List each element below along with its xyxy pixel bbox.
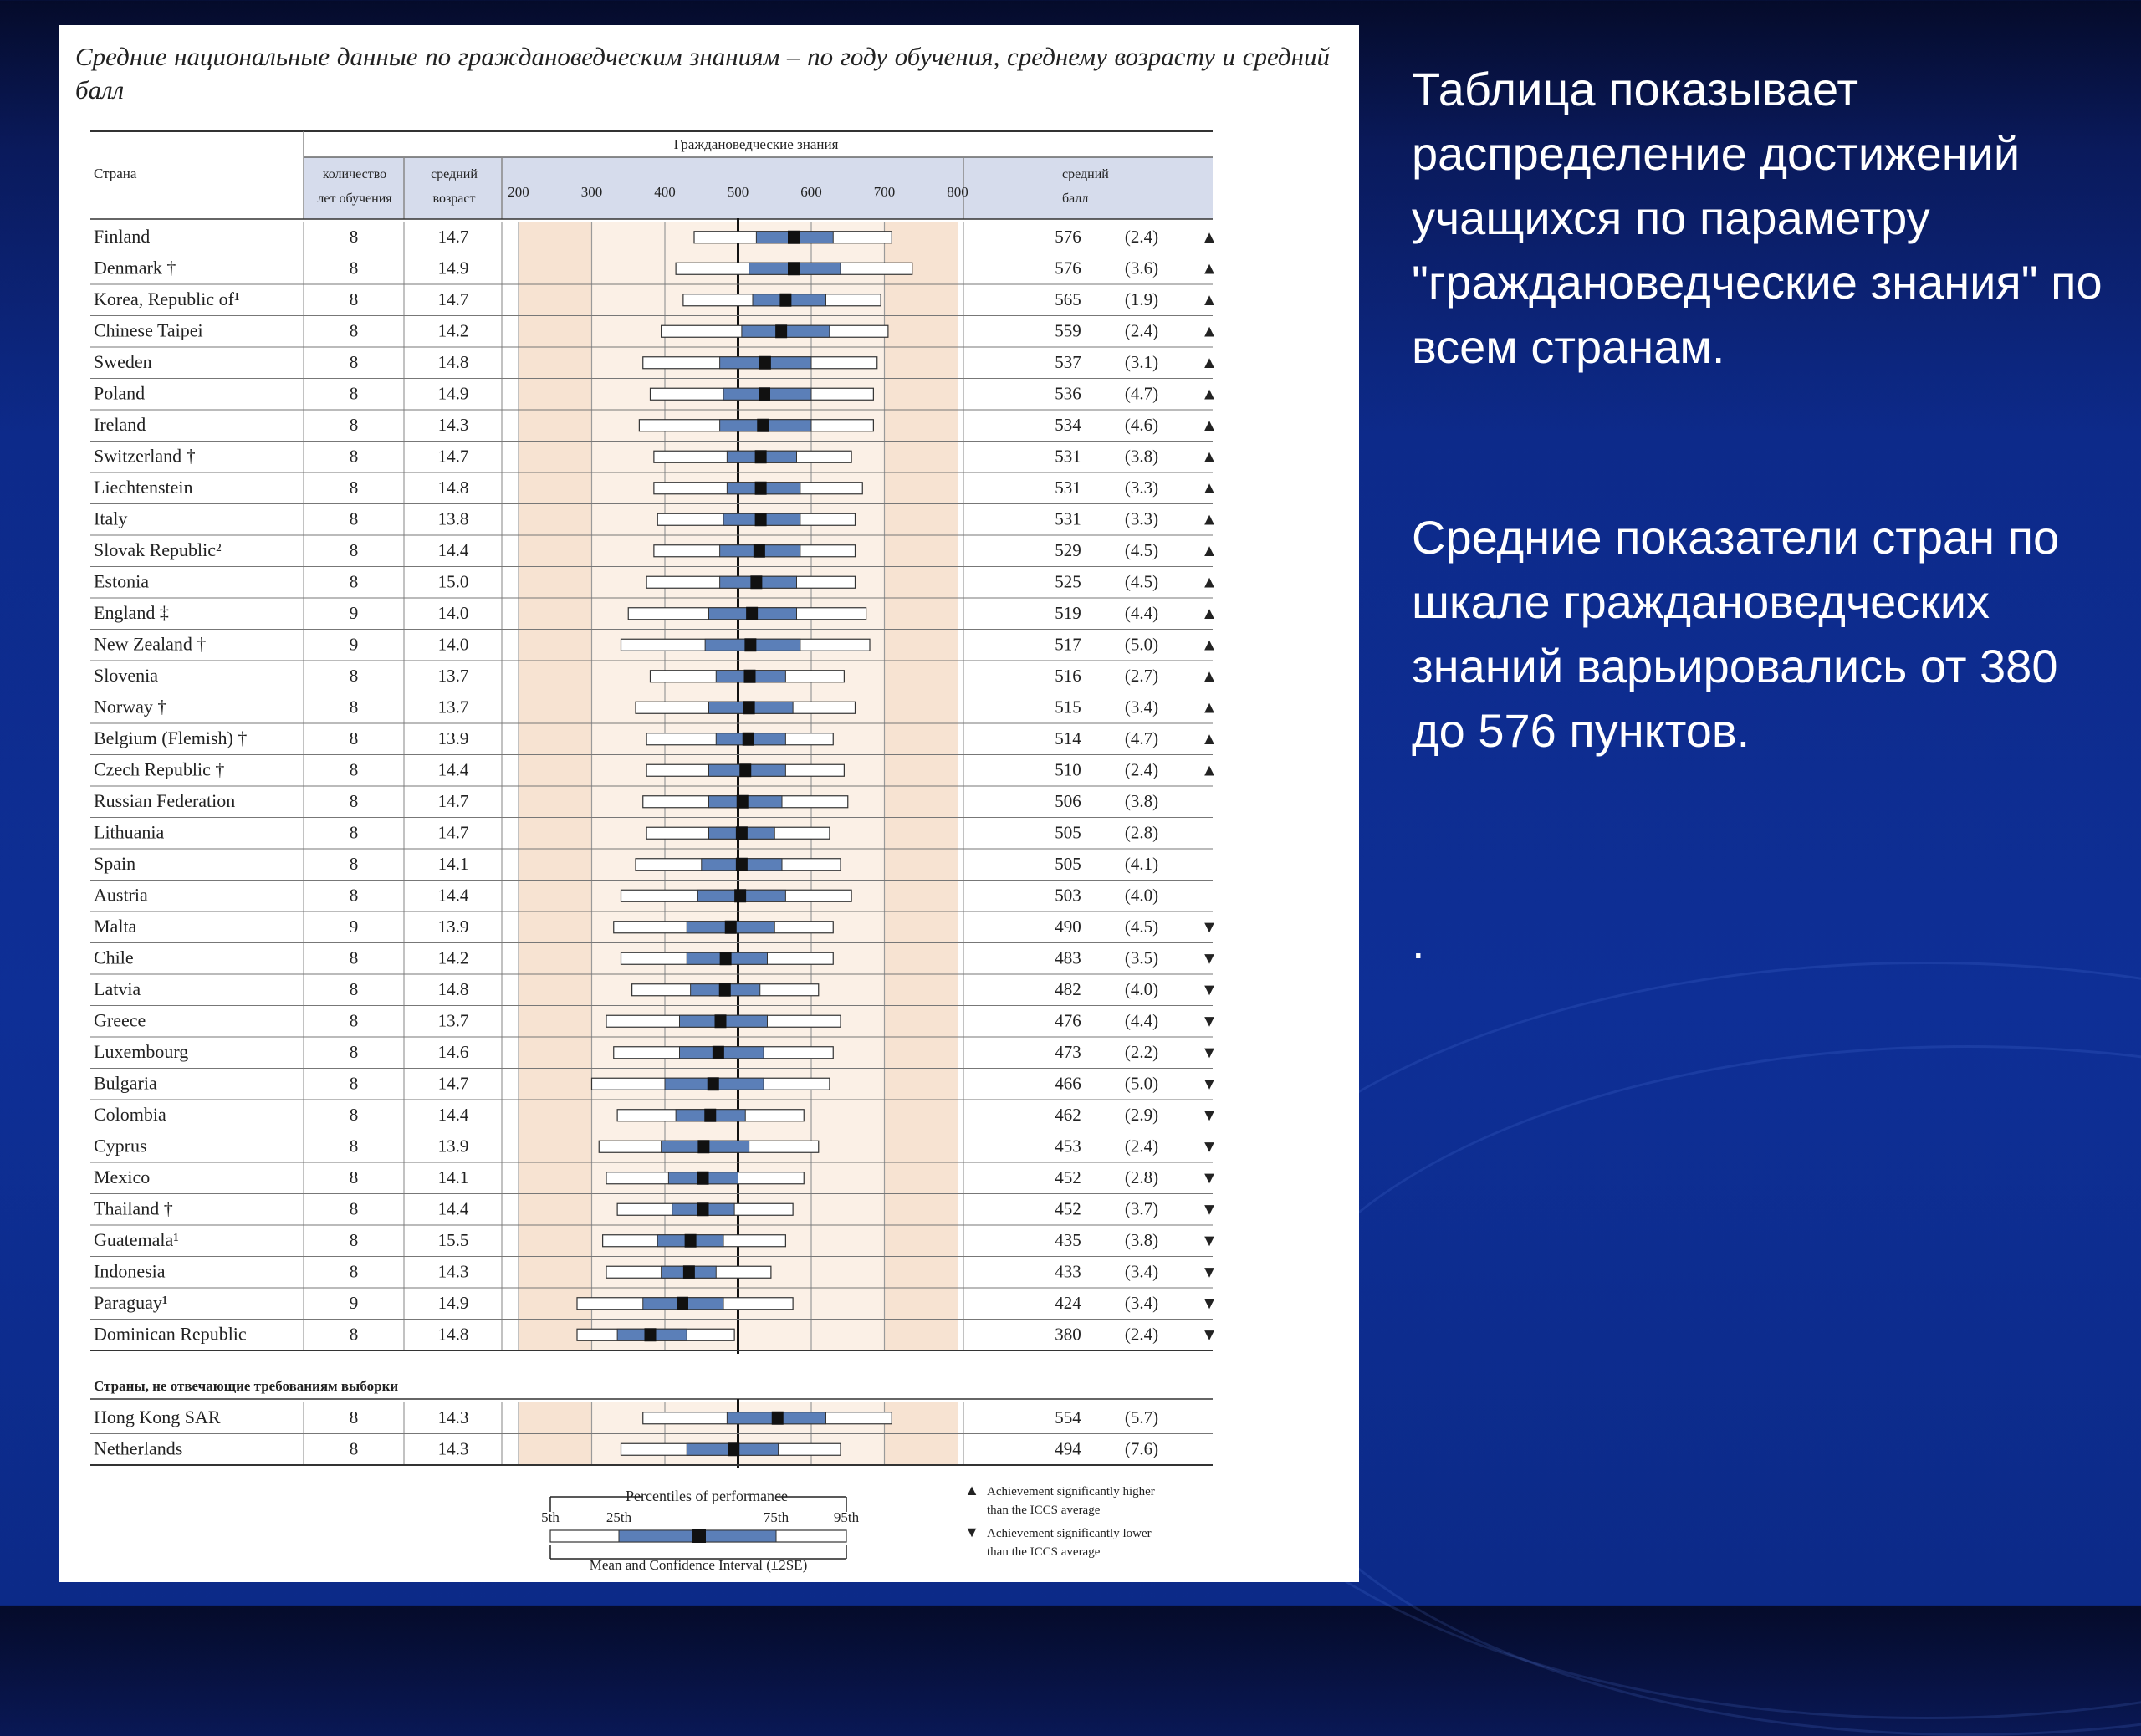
mean-score: 476 [1055,1010,1081,1031]
mean-score: 380 [1055,1324,1081,1345]
mean-score: 503 [1055,885,1081,906]
mean-confidence-marker [719,983,731,997]
country-name: Finland [94,226,151,247]
average-age: 14.8 [437,477,469,498]
country-name: Slovenia [94,665,158,686]
country-name: Malta [94,916,137,937]
mean-confidence-marker [757,419,769,432]
side-description: Таблица показывает распределение достижений учащихся по параметру "граждановедческие знания" по всем странам. [1412,63,2103,373]
mean-score: 452 [1055,1167,1081,1187]
mean-score: 536 [1055,383,1081,404]
country-name: Korea, Republic of¹ [94,288,240,309]
significantly-higher-icon: ▲ [1201,573,1218,592]
standard-error: (3.3) [1124,477,1159,498]
country-name: Estonia [94,570,149,592]
average-age: 14.4 [437,759,469,780]
country-name: Luxembourg [94,1041,189,1062]
table-title: Средние национальные данные по граждановедческим знаниям – по году обучения, среднему возрасту и средний балл [75,42,1330,105]
standard-error: (3.8) [1124,446,1159,467]
mean-score: 516 [1055,666,1081,686]
mean-confidence-marker [755,482,767,495]
significantly-higher-icon: ▲ [1201,479,1218,498]
average-age: 13.9 [437,728,469,748]
average-age: 15.5 [437,1230,469,1250]
mean-confidence-marker [704,1109,716,1122]
significantly-lower-icon: ▼ [1201,1232,1218,1250]
age-column-header: средний [431,167,478,181]
average-age: 14.8 [437,1324,469,1345]
mean-confidence-marker [744,670,756,683]
age-column-header: возраст [432,191,476,206]
mean-confidence-marker [697,1172,709,1185]
significantly-higher-icon: ▲ [1201,447,1218,467]
years-of-schooling: 8 [349,1167,359,1187]
years-of-schooling: 8 [349,1198,359,1219]
mean-score: 452 [1055,1198,1081,1219]
mean-score: 565 [1055,289,1081,309]
significantly-higher-icon: ▲ [1201,730,1218,748]
significantly-higher-icon: ▲ [1201,605,1218,623]
standard-error: (4.5) [1124,917,1159,937]
standard-error: (3.7) [1124,1198,1159,1219]
significantly-lower-icon: ▼ [1201,981,1218,999]
legend-higher-text: Achievement significantly higher [987,1485,1155,1499]
mean-score: 505 [1055,822,1081,843]
mean-score: 462 [1055,1105,1081,1125]
legend-down-triangle-icon: ▼ [964,1524,979,1540]
scale-tick-label: 600 [800,184,822,200]
mean-confidence-marker [788,262,800,275]
years-of-schooling: 8 [349,258,359,278]
standard-error: (7.6) [1124,1438,1159,1459]
average-age: 13.9 [437,917,469,937]
country-name: Slovak Republic² [94,539,222,560]
country-name: Russian Federation [94,790,236,811]
significantly-higher-icon: ▲ [1201,761,1218,780]
mean-confidence-marker [743,701,755,714]
mean-score: 453 [1055,1136,1081,1156]
scale-tick-label: 800 [947,184,968,200]
significantly-higher-icon: ▲ [1201,542,1218,560]
average-age: 14.7 [437,791,469,811]
country-name: Ireland [94,414,146,435]
country-name: Bulgaria [94,1072,157,1094]
legend-p5-label: 5th [541,1509,560,1525]
average-age: 14.9 [437,383,469,404]
legend-lower-text: Achievement significantly lower [987,1527,1152,1540]
average-age: 14.1 [437,854,469,874]
standard-error: (2.8) [1124,1167,1159,1187]
years-of-schooling: 8 [349,759,359,780]
country-name: Netherlands [94,1437,183,1459]
score-column-header: средний [1062,167,1109,181]
average-age: 13.8 [437,508,469,529]
significantly-higher-icon: ▲ [1201,291,1218,309]
average-age: 13.7 [437,666,469,686]
mean-confidence-marker [697,1202,709,1216]
mean-confidence-marker [759,387,770,401]
standard-error: (4.7) [1124,728,1159,748]
country-name: Thailand † [94,1197,173,1219]
average-age: 14.4 [437,540,469,560]
mean-confidence-marker [759,356,771,370]
years-of-schooling: 8 [349,352,359,372]
mean-score: 534 [1055,415,1081,435]
country-name: Greece [94,1009,146,1031]
mean-confidence-marker [788,231,800,244]
country-name: Liechtenstein [94,477,193,498]
mean-confidence-marker [697,1140,709,1153]
years-of-schooling: 8 [349,289,359,309]
years-column-header: лет обучения [317,191,392,206]
average-age: 14.7 [437,289,469,309]
significantly-lower-icon: ▼ [1201,1294,1218,1313]
country-name: New Zealand † [94,633,207,655]
mean-confidence-marker [744,638,756,651]
mean-score: 510 [1055,759,1081,780]
average-age: 14.3 [437,1438,469,1459]
significantly-higher-icon: ▲ [1201,259,1218,278]
average-age: 15.0 [437,571,469,592]
standard-error: (3.5) [1124,947,1159,968]
years-of-schooling: 8 [349,791,359,811]
mean-score: 505 [1055,854,1081,874]
country-name: Denmark † [94,257,176,278]
years-of-schooling: 8 [349,979,359,999]
average-age: 14.2 [437,947,469,968]
standard-error: (2.8) [1124,822,1159,843]
average-age: 14.3 [437,1407,469,1427]
mean-confidence-marker [713,1046,724,1059]
standard-error: (5.0) [1124,1073,1159,1094]
country-name: Cyprus [94,1135,147,1156]
average-age: 14.1 [437,1167,469,1187]
country-name: Hong Kong SAR [94,1407,221,1427]
years-of-schooling: 8 [349,666,359,686]
scale-tick-label: 400 [654,184,676,200]
mean-confidence-marker [734,889,746,902]
standard-error: (1.9) [1124,289,1159,309]
average-age: 14.4 [437,1105,469,1125]
mean-confidence-marker [755,450,767,463]
years-of-schooling: 8 [349,1407,359,1427]
mean-confidence-marker [779,294,791,307]
average-age: 14.7 [437,446,469,467]
years-of-schooling: 8 [349,383,359,404]
significantly-higher-icon: ▲ [1201,636,1218,655]
average-age: 13.7 [437,697,469,717]
standard-error: (2.4) [1124,1324,1159,1345]
significantly-lower-icon: ▼ [1201,1044,1218,1062]
mean-score: 483 [1055,947,1081,968]
country-name: Spain [94,853,136,874]
standard-error: (4.7) [1124,383,1159,404]
average-age: 14.0 [437,634,469,655]
significantly-higher-icon: ▲ [1201,322,1218,341]
mean-score: 576 [1055,258,1081,278]
country-name: Poland [94,382,146,404]
mean-confidence-marker [750,575,762,589]
mean-confidence-marker [683,1265,695,1279]
standard-error: (4.5) [1124,540,1159,560]
side-summary: Средние показатели стран по шкале граждановедческих знаний варьировались от 380 до 576 пунктов. [1412,511,2060,757]
table-figure-panel [59,25,1359,1582]
standard-error: (3.6) [1124,258,1159,278]
significantly-higher-icon: ▲ [1201,228,1218,247]
mean-confidence-marker [736,858,748,871]
civic-knowledge-group-header: Граждановедческие знания [673,136,839,152]
average-age: 14.4 [437,885,469,906]
country-name: Chile [94,947,134,968]
years-of-schooling: 8 [349,320,359,341]
years-of-schooling: 8 [349,227,359,247]
years-of-schooling: 8 [349,1042,359,1062]
country-name: Guatemala¹ [94,1229,179,1250]
years-of-schooling: 9 [349,1293,359,1313]
years-of-schooling: 8 [349,1438,359,1459]
average-age: 14.6 [437,1042,469,1062]
years-of-schooling: 8 [349,540,359,560]
average-age: 14.4 [437,1198,469,1219]
average-age: 14.7 [437,822,469,843]
legend-ci-label: Mean and Confidence Interval (±2SE) [589,1557,808,1573]
years-of-schooling: 9 [349,634,359,655]
legend-lower-text: than the ICCS average [987,1545,1101,1559]
mean-score: 435 [1055,1230,1081,1250]
mean-score: 490 [1055,917,1081,937]
scale-tick-label: 500 [727,184,749,200]
legend-higher-text: than the ICCS average [987,1504,1101,1517]
years-of-schooling: 8 [349,885,359,906]
country-name: Paraguay¹ [94,1292,168,1313]
standard-error: (2.4) [1124,320,1159,341]
standard-error: (2.4) [1124,1136,1159,1156]
average-age: 14.2 [437,320,469,341]
standard-error: (4.5) [1124,571,1159,592]
score-column-header: балл [1062,191,1089,206]
mean-score: 506 [1055,791,1081,811]
country-name: Indonesia [94,1260,166,1282]
mean-score: 554 [1055,1407,1081,1427]
country-name: England ‡ [94,602,169,623]
mean-score: 517 [1055,634,1081,655]
significantly-higher-icon: ▲ [1201,667,1218,686]
standard-error: (2.4) [1124,227,1159,247]
average-age: 14.3 [437,415,469,435]
scale-tick-label: 200 [508,184,529,200]
standard-error: (2.9) [1124,1105,1159,1125]
mean-confidence-marker [685,1234,697,1248]
standard-error: (4.0) [1124,979,1159,999]
average-age: 14.7 [437,227,469,247]
significantly-higher-icon: ▲ [1201,385,1218,404]
mean-score: 482 [1055,979,1081,999]
mean-score: 525 [1055,571,1081,592]
years-of-schooling: 8 [349,728,359,748]
years-of-schooling: 8 [349,1324,359,1345]
standard-error: (5.0) [1124,634,1159,655]
mean-confidence-marker [739,763,751,777]
mean-confidence-marker [772,1412,784,1425]
years-of-schooling: 8 [349,1105,359,1125]
scale-tick-label: 300 [580,184,603,200]
significantly-higher-icon: ▲ [1201,698,1218,717]
years-of-schooling: 8 [349,822,359,843]
standard-error: (3.1) [1124,352,1159,372]
years-of-schooling: 8 [349,1230,359,1250]
standard-error: (5.7) [1124,1407,1159,1427]
significantly-lower-icon: ▼ [1201,1075,1218,1094]
mean-score: 576 [1055,227,1081,247]
years-of-schooling: 8 [349,1073,359,1094]
years-of-schooling: 8 [349,1010,359,1031]
country-name: Switzerland † [94,445,196,467]
significantly-lower-icon: ▼ [1201,949,1218,968]
standard-error: (4.0) [1124,885,1159,906]
country-name: Mexico [94,1167,151,1187]
mean-confidence-marker [645,1328,657,1341]
average-age: 14.9 [437,258,469,278]
mean-score: 531 [1055,477,1081,498]
country-name: Sweden [94,351,152,372]
standard-error: (3.4) [1124,697,1159,717]
country-name: Colombia [94,1104,166,1125]
civic-knowledge-table [59,25,1359,1582]
legend-p75-label: 75th [763,1509,789,1525]
country-name: Austria [94,884,148,906]
average-age: 13.9 [437,1136,469,1156]
standard-error: (4.1) [1124,854,1159,874]
side-dot: . [1412,916,1425,968]
mean-score: 424 [1055,1293,1081,1313]
standard-error: (3.8) [1124,1230,1159,1250]
average-age: 14.8 [437,979,469,999]
years-of-schooling: 8 [349,1261,359,1282]
significantly-lower-icon: ▼ [1201,1169,1218,1187]
significantly-lower-icon: ▼ [1201,1325,1218,1345]
standard-error: (4.4) [1124,1010,1159,1031]
mean-confidence-marker [754,544,765,558]
mean-score: 537 [1055,352,1081,372]
legend-p95-label: 95th [833,1509,860,1525]
country-name: Chinese Taipei [94,319,203,341]
years-of-schooling: 8 [349,508,359,529]
standard-error: (3.4) [1124,1261,1159,1282]
average-age: 14.0 [437,603,469,623]
civic-knowledge-chart [59,25,1359,1582]
mean-score: 529 [1055,540,1081,560]
mean-score: 515 [1055,697,1081,717]
years-of-schooling: 8 [349,947,359,968]
significantly-higher-icon: ▲ [1201,510,1218,529]
legend-title: Percentiles of performance [626,1488,788,1504]
country-name: Italy [94,508,128,529]
mean-score: 473 [1055,1042,1081,1062]
mean-confidence-marker [715,1014,727,1028]
country-name: Latvia [94,978,141,999]
mean-confidence-marker [708,1077,719,1090]
mean-score: 494 [1055,1438,1081,1459]
significantly-lower-icon: ▼ [1201,1106,1218,1125]
mean-score: 559 [1055,320,1081,341]
mean-confidence-marker [736,826,748,840]
legend-p25-label: 25th [606,1509,632,1525]
years-of-schooling: 9 [349,603,359,623]
standard-error: (3.3) [1124,508,1159,529]
significantly-lower-icon: ▼ [1201,1137,1218,1156]
country-column-header: Страна [94,166,137,181]
mean-confidence-marker [728,1442,739,1456]
country-name: Czech Republic † [94,758,225,780]
non-compliant-section-heading: Страны, не отвечающие требованиям выборки [94,1378,399,1394]
mean-confidence-marker [725,921,737,934]
years-of-schooling: 8 [349,446,359,467]
average-age: 13.7 [437,1010,469,1031]
significantly-lower-icon: ▼ [1201,1263,1218,1282]
mean-confidence-marker [737,795,749,809]
standard-error: (2.7) [1124,666,1159,686]
mean-confidence-marker [755,513,767,526]
legend-up-triangle-icon: ▲ [964,1482,979,1499]
mean-score: 433 [1055,1261,1081,1282]
mean-score: 466 [1055,1073,1081,1094]
mean-confidence-marker [775,324,787,338]
significantly-higher-icon: ▲ [1201,416,1218,435]
standard-error: (4.4) [1124,603,1159,623]
average-age: 14.3 [437,1261,469,1282]
standard-error: (3.4) [1124,1293,1159,1313]
country-name: Lithuania [94,821,165,843]
mean-score: 519 [1055,603,1081,623]
significantly-lower-icon: ▼ [1201,1012,1218,1031]
standard-error: (2.4) [1124,759,1159,780]
years-of-schooling: 9 [349,917,359,937]
mean-confidence-marker [720,952,732,965]
years-of-schooling: 8 [349,415,359,435]
country-name: Dominican Republic [94,1323,247,1345]
significantly-higher-icon: ▲ [1201,354,1218,372]
standard-error: (4.6) [1124,415,1159,435]
country-name: Norway † [94,696,167,717]
mean-score: 531 [1055,446,1081,467]
legend-mean-marker [692,1529,706,1543]
years-column-header: количество [322,167,387,181]
scale-tick-label: 700 [873,184,896,200]
significantly-lower-icon: ▼ [1201,918,1218,937]
mean-score: 514 [1055,728,1081,748]
average-age: 14.8 [437,352,469,372]
mean-confidence-marker [743,733,754,746]
years-of-schooling: 8 [349,854,359,874]
standard-error: (2.2) [1124,1042,1159,1062]
standard-error: (3.8) [1124,791,1159,811]
years-of-schooling: 8 [349,477,359,498]
average-age: 14.9 [437,1293,469,1313]
average-age: 14.7 [437,1073,469,1094]
years-of-schooling: 8 [349,697,359,717]
years-of-schooling: 8 [349,571,359,592]
significantly-lower-icon: ▼ [1201,1200,1218,1219]
mean-confidence-marker [746,607,758,620]
mean-confidence-marker [677,1297,688,1310]
country-name: Belgium (Flemish) † [94,728,248,748]
years-of-schooling: 8 [349,1136,359,1156]
mean-score: 531 [1055,508,1081,529]
